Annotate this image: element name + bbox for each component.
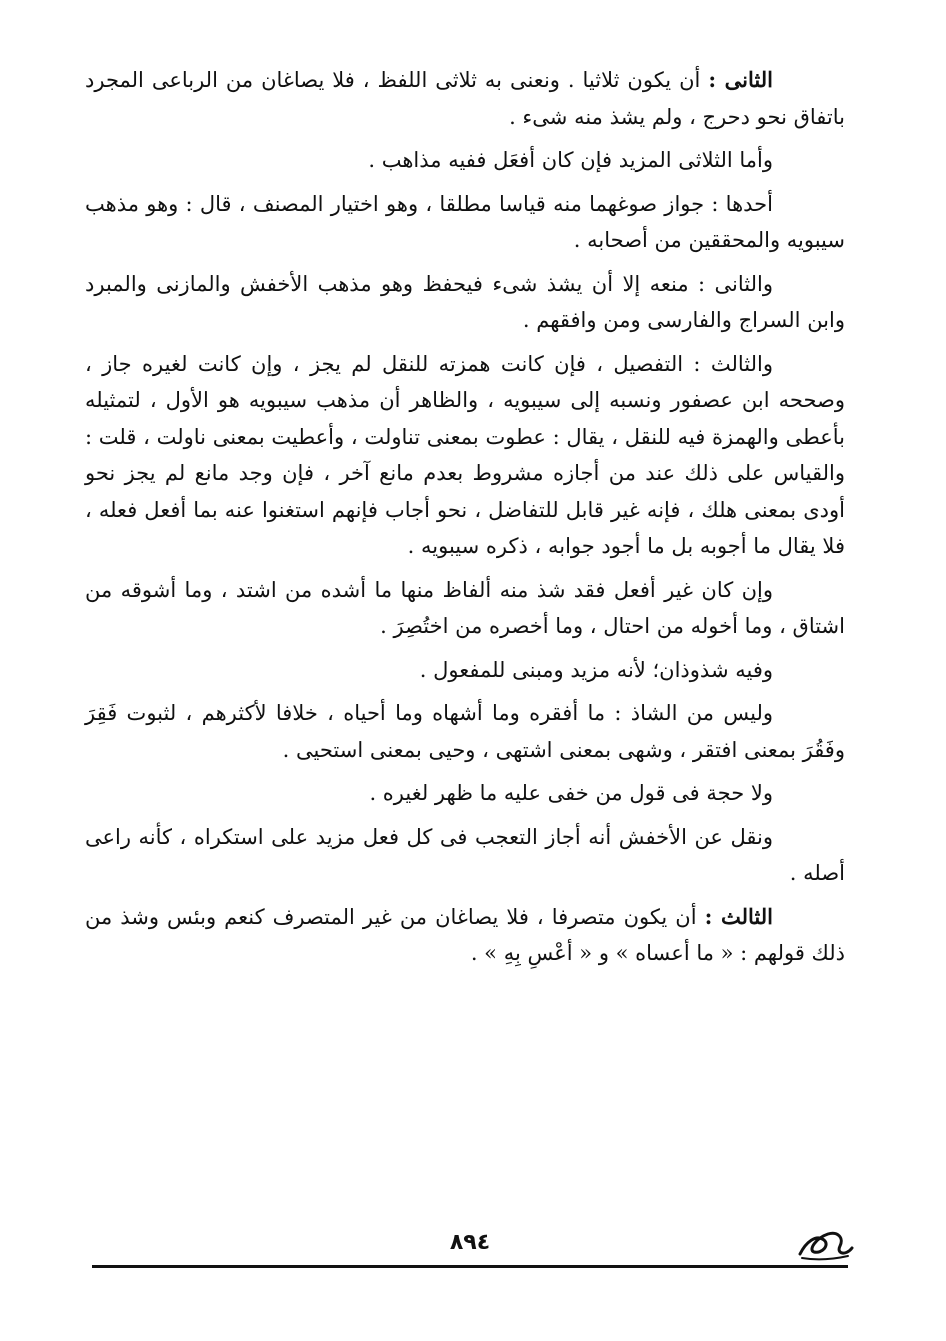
paragraph-text: أن يكون ثلاثيا . ونعنى به ثلاثى اللفظ ، فلا يصاغان من الرباعى المجرد باتفاق نحو دحرج ، ولم يشذ منه شىء . <box>85 68 845 129</box>
paragraph-lead: الثانى : <box>708 67 773 92</box>
paragraph-mazid-intro <box>85 142 845 179</box>
paragraph-opinion-one <box>85 186 845 259</box>
paragraph-text: ونقل عن الأخفش أنه أجاز التعجب فى كل فعل مزيد على استكراه ، كأنه راعى أصله . <box>85 824 845 885</box>
footer-rule <box>92 1265 848 1268</box>
page-body <box>85 62 845 979</box>
paragraph-two-anomalies <box>85 652 845 689</box>
paragraph-not-anomalous <box>85 695 845 768</box>
paragraph-text: ولا حجة فى قول من خفى عليه ما ظهر لغيره . <box>369 781 773 805</box>
paragraph-opinion-three <box>85 346 845 565</box>
paragraph-no-argument <box>85 775 845 812</box>
paragraph-text: أن يكون متصرفا ، فلا يصاغان من غير المتصرف كنعم وبئس وشذ من ذلك قولهم : « ما أعساه » و « أعْسِ بِهِ » . <box>85 904 845 965</box>
signature-mark-icon <box>794 1220 854 1264</box>
page-number: ٨٩٤ <box>449 1230 491 1255</box>
paragraph-opinion-two <box>85 266 845 339</box>
paragraph-akhfash <box>85 819 845 892</box>
page-footer <box>92 1230 848 1280</box>
paragraph-lead: الثالث : <box>704 903 773 929</box>
paragraph-text: وفيه شذوذان؛ لأنه مزيد ومبنى للمفعول . <box>419 657 773 682</box>
paragraph-text: وليس من الشاذ : ما أفقره وما أشهاه وما أحياه ، خلافا لأكثرهم ، لثبوت فَقِرَ وفَقُرَ بمعنى افتقر ، وشهى بمعنى اشتهى ، وحيى بمعنى استحيى . <box>85 701 845 762</box>
paragraph-condition-three <box>85 899 845 972</box>
paragraph-text: وأما الثلاثى المزيد فإن كان أفعَل ففيه مذاهب . <box>368 148 773 172</box>
paragraph-non-afal <box>85 572 845 645</box>
paragraph-text: أحدها : جواز صوغهما منه قياسا مطلقا ، وهو اختيار المصنف ، قال : وهو مذهب سيبويه والمحققين من أصحابه . <box>85 191 845 252</box>
paragraph-condition-two <box>85 62 845 135</box>
paragraph-text: وإن كان غير أفعل فقد شذ منه ألفاظ منها ما أشده من اشتد ، وما أشوقه من اشتاق ، وما أخوله من احتال ، وما أخصره من اختُصِرَ . <box>85 577 845 638</box>
paragraph-text: والثالث : التفصيل ، فإن كانت همزته للنقل لم يجز ، وإن كانت لغيره جاز ، وصححه ابن عصفور ونسبه إلى سيبويه ، والظاهر أن مذهب سيبويه هو الأول ، لتمثيله بأعطى والهمزة فيه للنقل ، يقال : عطوت بمعنى تناولت ، وأعطيت بمعنى ناولت ، قلت : والقياس على ذلك عند من أجازه مشروط بعدم مانع آخر ، فإن وجد مانع لم يجز نحو أودى بمعنى هلك ، فإنه غير قابل للتفاضل ، نحو أجاب فإنهم استغنوا عنه بما أفعل فعله ، فلا يقال ما أجوبه بل ما أجود جوابه ، ذكره سيبويه . <box>85 351 845 558</box>
paragraph-text: والثانى : منعه إلا أن يشذ شىء فيحفظ وهو مذهب الأخفش والمازنى والمبرد وابن السراج والفارسى ومن وافقهم . <box>85 271 845 332</box>
